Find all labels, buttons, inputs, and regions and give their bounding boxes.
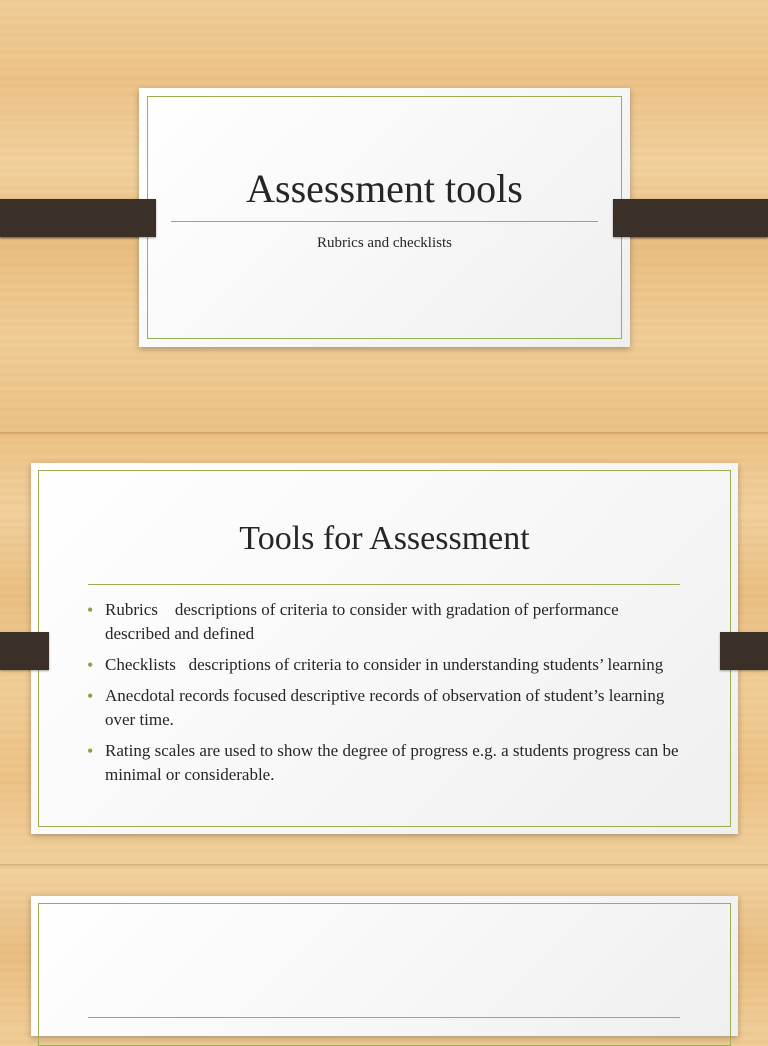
list-item — [86, 598, 686, 646]
slide-title: Assessment tools — [246, 166, 523, 211]
list-item — [86, 684, 686, 732]
bullet-list — [86, 598, 686, 794]
tape-strip-left-overlay — [0, 199, 156, 237]
bullet-text: descriptions of criteria to consider in understanding students’ learning — [188, 655, 664, 674]
list-item — [86, 739, 686, 787]
bullet-text: Anecdotal records focused descriptive records of observation of student’s learning over time. — [105, 686, 665, 729]
bullet-icon: • — [87, 741, 94, 761]
tape-strip-left — [0, 632, 49, 670]
plank-seam — [0, 864, 768, 867]
bullet-term: Rubrics — [105, 600, 175, 619]
title-divider — [88, 584, 680, 585]
tape-strip-right — [720, 632, 768, 670]
slide-title: Tools for Assessment — [239, 520, 530, 557]
bullet-icon: • — [87, 600, 94, 620]
slide-2 — [31, 463, 738, 834]
list-item — [86, 653, 686, 677]
title-divider — [88, 1017, 680, 1018]
plank-seam — [0, 432, 768, 435]
title-divider — [171, 221, 598, 222]
slide-1 — [139, 88, 630, 347]
bullet-icon: • — [87, 686, 94, 706]
bullet-text: Rating scales are used to show the degree of progress e.g. a students progress can be minimal or considerable. — [105, 741, 679, 784]
slide-frame — [147, 96, 622, 339]
bullet-icon: • — [87, 655, 94, 675]
tape-strip-right-overlay — [613, 199, 768, 237]
slide-3 — [31, 896, 738, 1036]
slide-frame — [38, 903, 731, 1046]
bullet-term: Checklists — [105, 655, 189, 674]
slide-subtitle: Rubrics and checklists — [317, 235, 452, 251]
bullet-text: descriptions of criteria to consider with gradation of performance described and defined — [105, 600, 619, 643]
